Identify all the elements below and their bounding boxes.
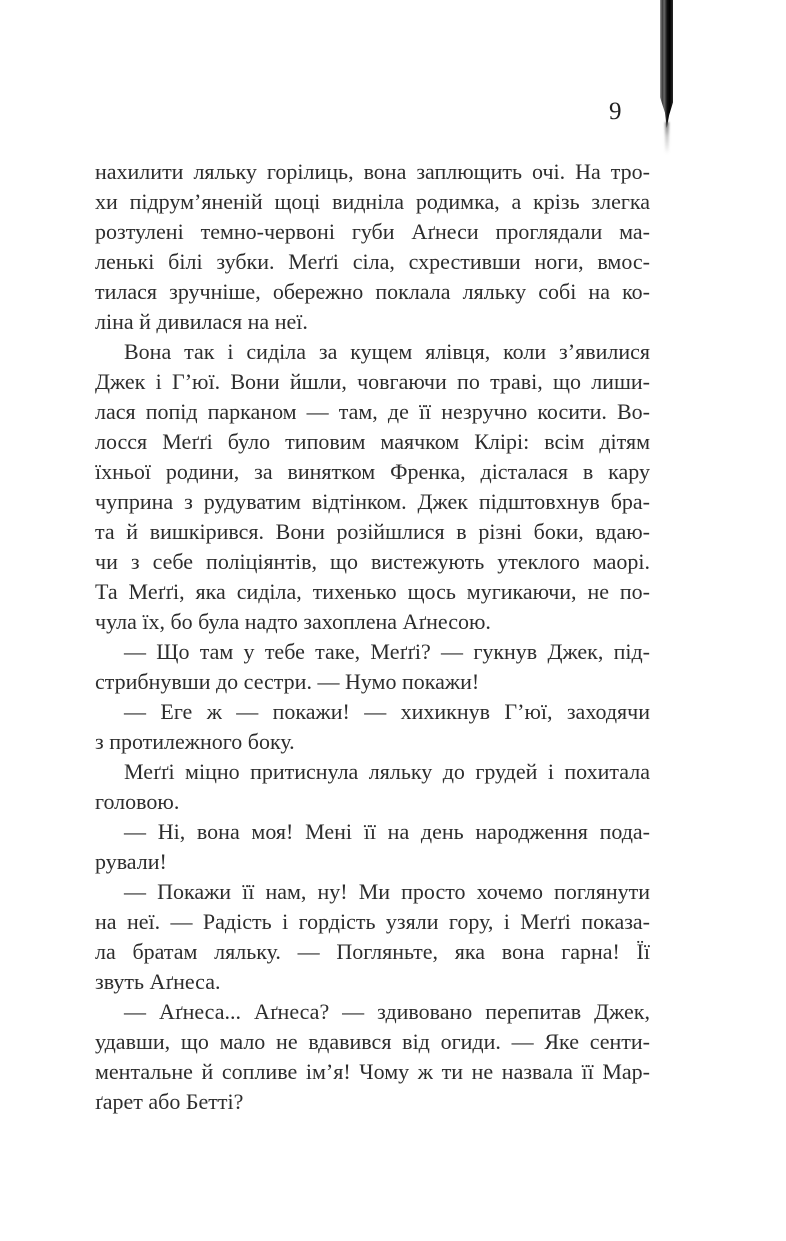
text-line: хи підрум’яненій щоці видніла родимка, а крізь злегка — [95, 189, 650, 214]
text-line: стрибнувши до сестри. — Нумо покажи! — [95, 669, 480, 694]
text-line: звуть Аґнеса. — [95, 969, 221, 994]
text-line: удавши, що мало не вдавився від огиди. — Яке сенти- — [95, 1029, 650, 1054]
page-text — [95, 157, 650, 1117]
text-line: розтулені темно-червоні губи Аґнеси проглядали ма- — [95, 219, 650, 244]
text-line: ленькі білі зубки. Меґґі сіла, схрестивши ноги, вмос- — [95, 249, 650, 274]
text-line: Меґґі міцно притиснула ляльку до грудей і похитала — [124, 759, 650, 784]
ink-smudge-decoration — [660, 0, 673, 128]
text-line: рували! — [95, 849, 167, 874]
text-line: ла братам ляльку. — Погляньте, яка вона гарна! Її — [95, 939, 650, 964]
text-line: та й вишкірився. Вони розійшлися в різні боки, вдаю- — [95, 519, 650, 544]
text-line: Та Меґґі, яка сиділа, тихенько щось мугикаючи, не по- — [95, 579, 650, 604]
text-line: тилася зручніше, обережно поклала ляльку собі на ко- — [95, 279, 650, 304]
text-line: — Покажи її нам, ну! Ми просто хочемо поглянути — [124, 879, 650, 904]
text-line: ментальне й сопливе ім’я! Чому ж ти не назвала її Мар- — [95, 1059, 650, 1084]
text-line: — Що там у тебе таке, Меґґі? — гукнув Джек, під- — [124, 639, 650, 664]
text-line: — Ні, вона моя! Мені її на день народження пода- — [124, 819, 650, 844]
text-line: на неї. — Радість і гордість узяли гору, і Меґґі показа- — [95, 909, 650, 934]
text-line: головою. — [95, 789, 180, 814]
text-line: чи з себе поліціянтів, що вистежують утеклого маорі. — [95, 549, 650, 574]
text-line: — Еге ж — покажи! — хихикнув Г’юї, заходячи — [124, 699, 650, 724]
text-line: чуприна з рудуватим відтінком. Джек підштовхнув бра- — [95, 489, 650, 514]
text-line: — Аґнеса... Аґнеса? — здивовано перепитав Джек, — [124, 999, 650, 1024]
text-line: з протилежного боку. — [95, 729, 295, 754]
text-line: Вона так і сиділа за кущем ялівця, коли з’явилися — [124, 339, 650, 364]
text-line: чула їх, бо була надто захоплена Аґнесою. — [95, 609, 491, 634]
text-line: Джек і Г’юї. Вони йшли, човгаючи по траві, що лиши- — [95, 369, 650, 394]
text-line: лася попід парканом — там, де її незручно косити. Во- — [95, 399, 650, 424]
ink-smudge-tail-decoration — [665, 122, 669, 154]
text-line: їхньої родини, за винятком Френка, дісталася в кару — [95, 459, 650, 484]
page-number: 9 — [609, 98, 622, 125]
text-line: ліна й дивилася на неї. — [95, 309, 308, 334]
text-line: ґарет або Бетті? — [95, 1089, 244, 1114]
text-line: нахилити ляльку горілиць, вона заплющить очі. На тро- — [95, 159, 650, 184]
text-line: лосся Меґґі було типовим маячком Клірі: всім дітям — [95, 429, 650, 454]
